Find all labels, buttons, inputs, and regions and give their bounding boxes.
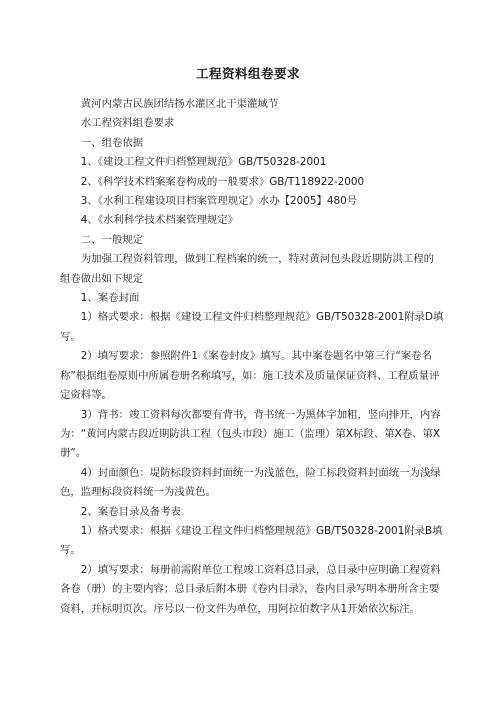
body-paragraph: 4）封面颜色：堤防标段资料封面统一为浅蓝色，险工标段资料封面统一为浅绿色，监理标段资料统一为浅黄色。 [60,466,441,499]
body-paragraph: 黄河内蒙古民族团结扬水灌区北干渠灌域节 [80,98,279,110]
body-paragraph: 3）背书：竣工资料每次都要有背书，背书统一为黑体字加粗，竖向排开，内容为：“黄河内蒙古段近期防洪工程（包头市段）施工（监理）第X标段、第X卷、第X册”。 [60,408,441,460]
section-heading: 二、一般规定 [80,233,144,246]
body-paragraph: 4、《水利科学技术档案管理规定》 [80,214,239,227]
body-paragraph: 1）格式要求：根据《建设工程文件归档整理规范》GB/T50328-2001附录B填写。 [60,524,443,557]
body-paragraph: 1、《建设工程文件归档整理规范》GB/T50328-2001 [80,156,327,169]
body-paragraph: 2）填写要求：每册前需附单位工程竣工资料总目录，总目录中应明确工程资料各卷（册）的主要内容；总目录后附本册《卷内目录》，卷内目录写明本册所含主要资料，并标明页次。序号以一份文件为单位，用阿拉伯数字从1开始依次标注。 [60,563,441,615]
body-paragraph: 为加强工程资料管理，做到工程档案的统一，特对黄河包头段近期防洪工程的组卷做出如下规定 [60,253,435,285]
body-paragraph: 1、案卷封面 [80,292,140,305]
document-title: 工程资料组卷要求 [195,66,300,81]
body-paragraph: 2、《科学技术档案案卷构成的一般要求》GB/T118922-2000 [80,175,365,188]
body-paragraph: 水工程资料组卷要求 [80,117,175,130]
body-paragraph: 2、案卷目录及备考表 [80,505,181,518]
section-heading: 一、组卷依据 [80,136,144,149]
body-paragraph: 3、《水利工程建设项目档案管理规定》水办【2005】480号 [80,195,358,208]
document-body [60,95,444,619]
body-paragraph: 1）格式要求：根据《建设工程文件归档整理规范》GB/T50328-2001附录D填写。 [60,311,444,343]
body-paragraph: 2）填写要求：参照附件1《案卷封皮》填写。其中案卷题名中第三行“案卷名称”根据组卷原则中所属卷册名称填写，如：施工技术及质量保证资料、工程质量评定资料等。 [60,350,440,402]
